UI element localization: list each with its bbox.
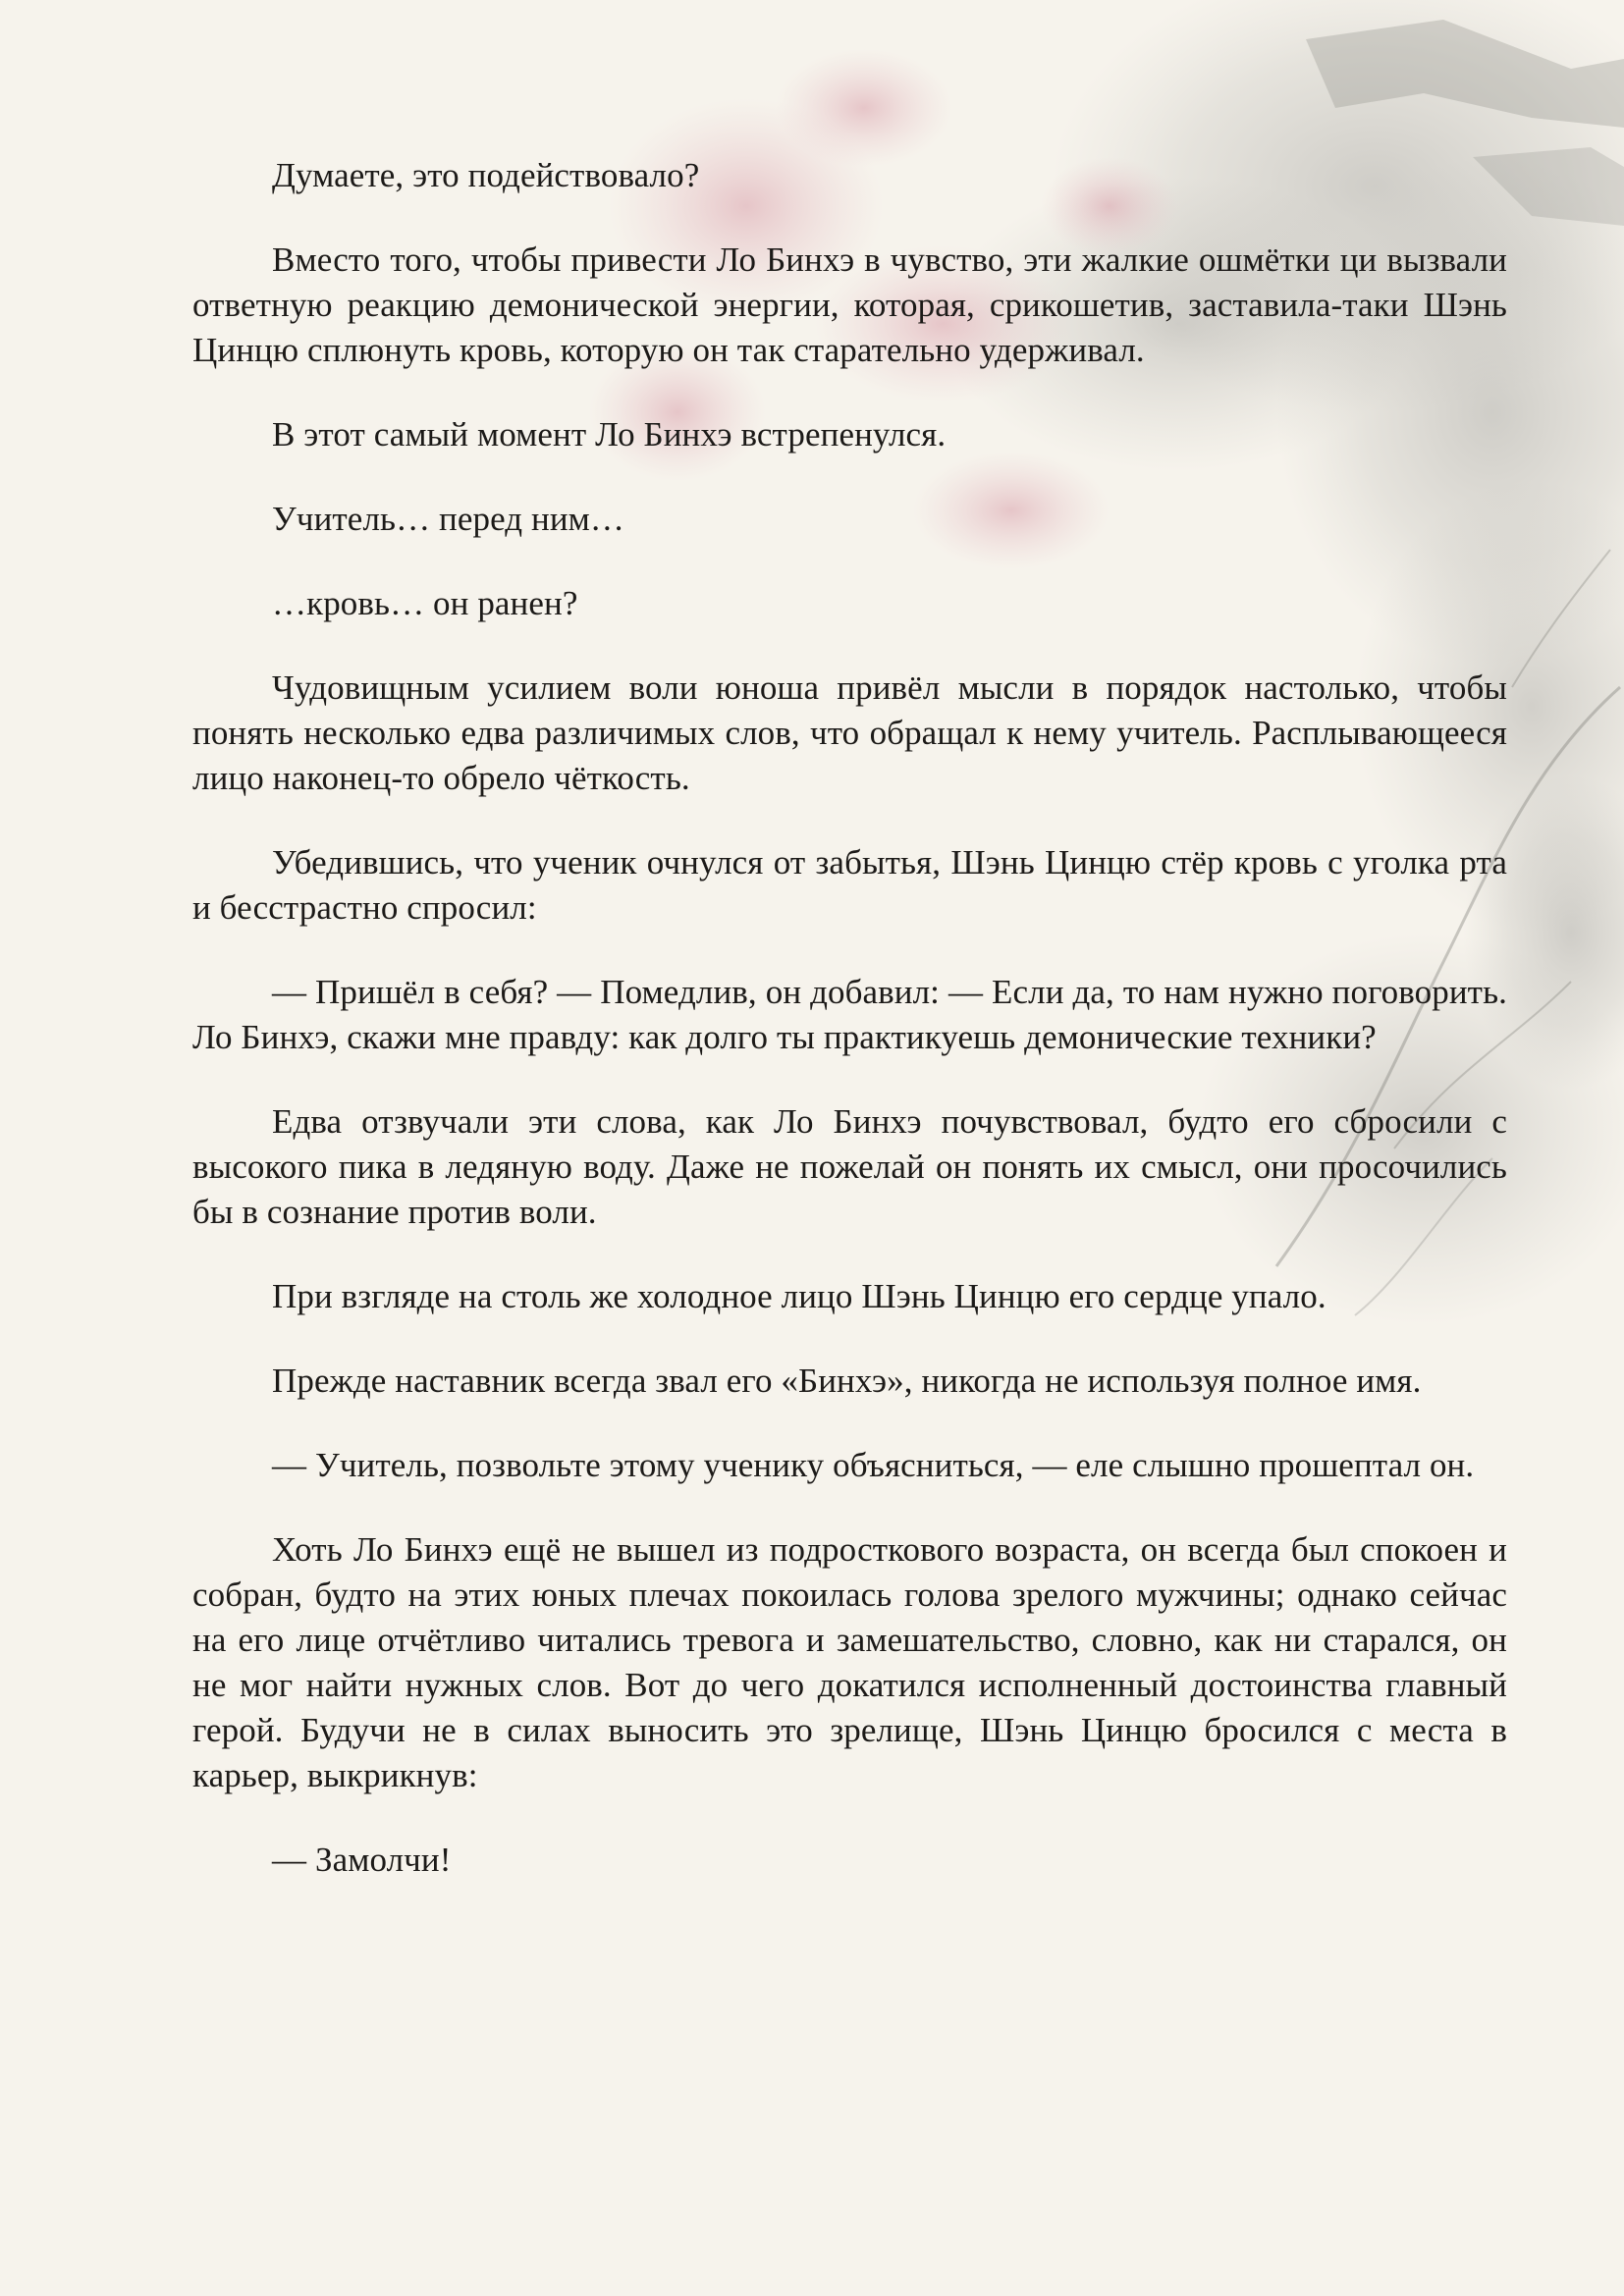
paragraph: Прежде наставник всегда звал его «Бинхэ», никогда не используя полное имя. [272, 1362, 1422, 1400]
text-column [192, 153, 1507, 1922]
paragraph: Учитель… перед ним… [272, 500, 625, 538]
paragraph: Едва отзвучали эти слова, как Ло Бинхэ почувствовал, будто его сбросили с высокого пика в ледяную воду. Даже не пожелай он понять их смысл, они просочились бы в сознание против воли. [192, 1102, 1507, 1231]
paragraph: — Учитель, позвольте этому ученику объясниться, — еле слышно прошептал он. [272, 1446, 1475, 1484]
paragraph: При взгляде на столь же холодное лицо Шэнь Цинцю его сердце упало. [272, 1277, 1326, 1315]
paragraph: Вместо того, чтобы привести Ло Бинхэ в чувство, эти жалкие ошмётки ци вызвали ответную реакцию демонической энергии, которая, срикошетив, заставила-таки Шэнь Цинцю сплюнуть кровь, которую он так старательно удерживал. [192, 240, 1507, 369]
paragraph: Хоть Ло Бинхэ ещё не вышел из подросткового возраста, он всегда был спокоен и собран, будто на этих юных плечах покоилась голова зрелого мужчины; однако сейчас на его лице отчётливо читались тревога и замешательство, словно, как ни старался, он не мог найти нужных слов. Вот до чего докатился исполненный достоинства главный герой. Будучи не в силах выносить это зрелище, Шэнь Цинцю бросился с места в карьер, выкрикнув: [192, 1530, 1507, 1794]
paragraph: Думаете, это подействовало? [272, 156, 700, 194]
paragraph: …кровь… он ранен? [272, 584, 578, 622]
paragraph: Убедившись, что ученик очнулся от забытья, Шэнь Цинцю стёр кровь с уголка рта и бесстрастно спросил: [192, 843, 1507, 927]
paragraph: В этот самый момент Ло Бинхэ встрепенулся. [272, 415, 947, 454]
paragraph: — Замолчи! [272, 1841, 452, 1879]
paragraph: Чудовищным усилием воли юноша привёл мысли в порядок настолько, чтобы понять несколько едва различимых слов, что обращал к нему учитель. Расплывающееся лицо наконец-то обрело чёткость. [192, 668, 1507, 797]
paragraph: — Пришёл в себя? — Помедлив, он добавил: — Если да, то нам нужно поговорить. Ло Бинхэ, скажи мне правду: как долго ты практикуешь демонические техники? [192, 973, 1507, 1056]
